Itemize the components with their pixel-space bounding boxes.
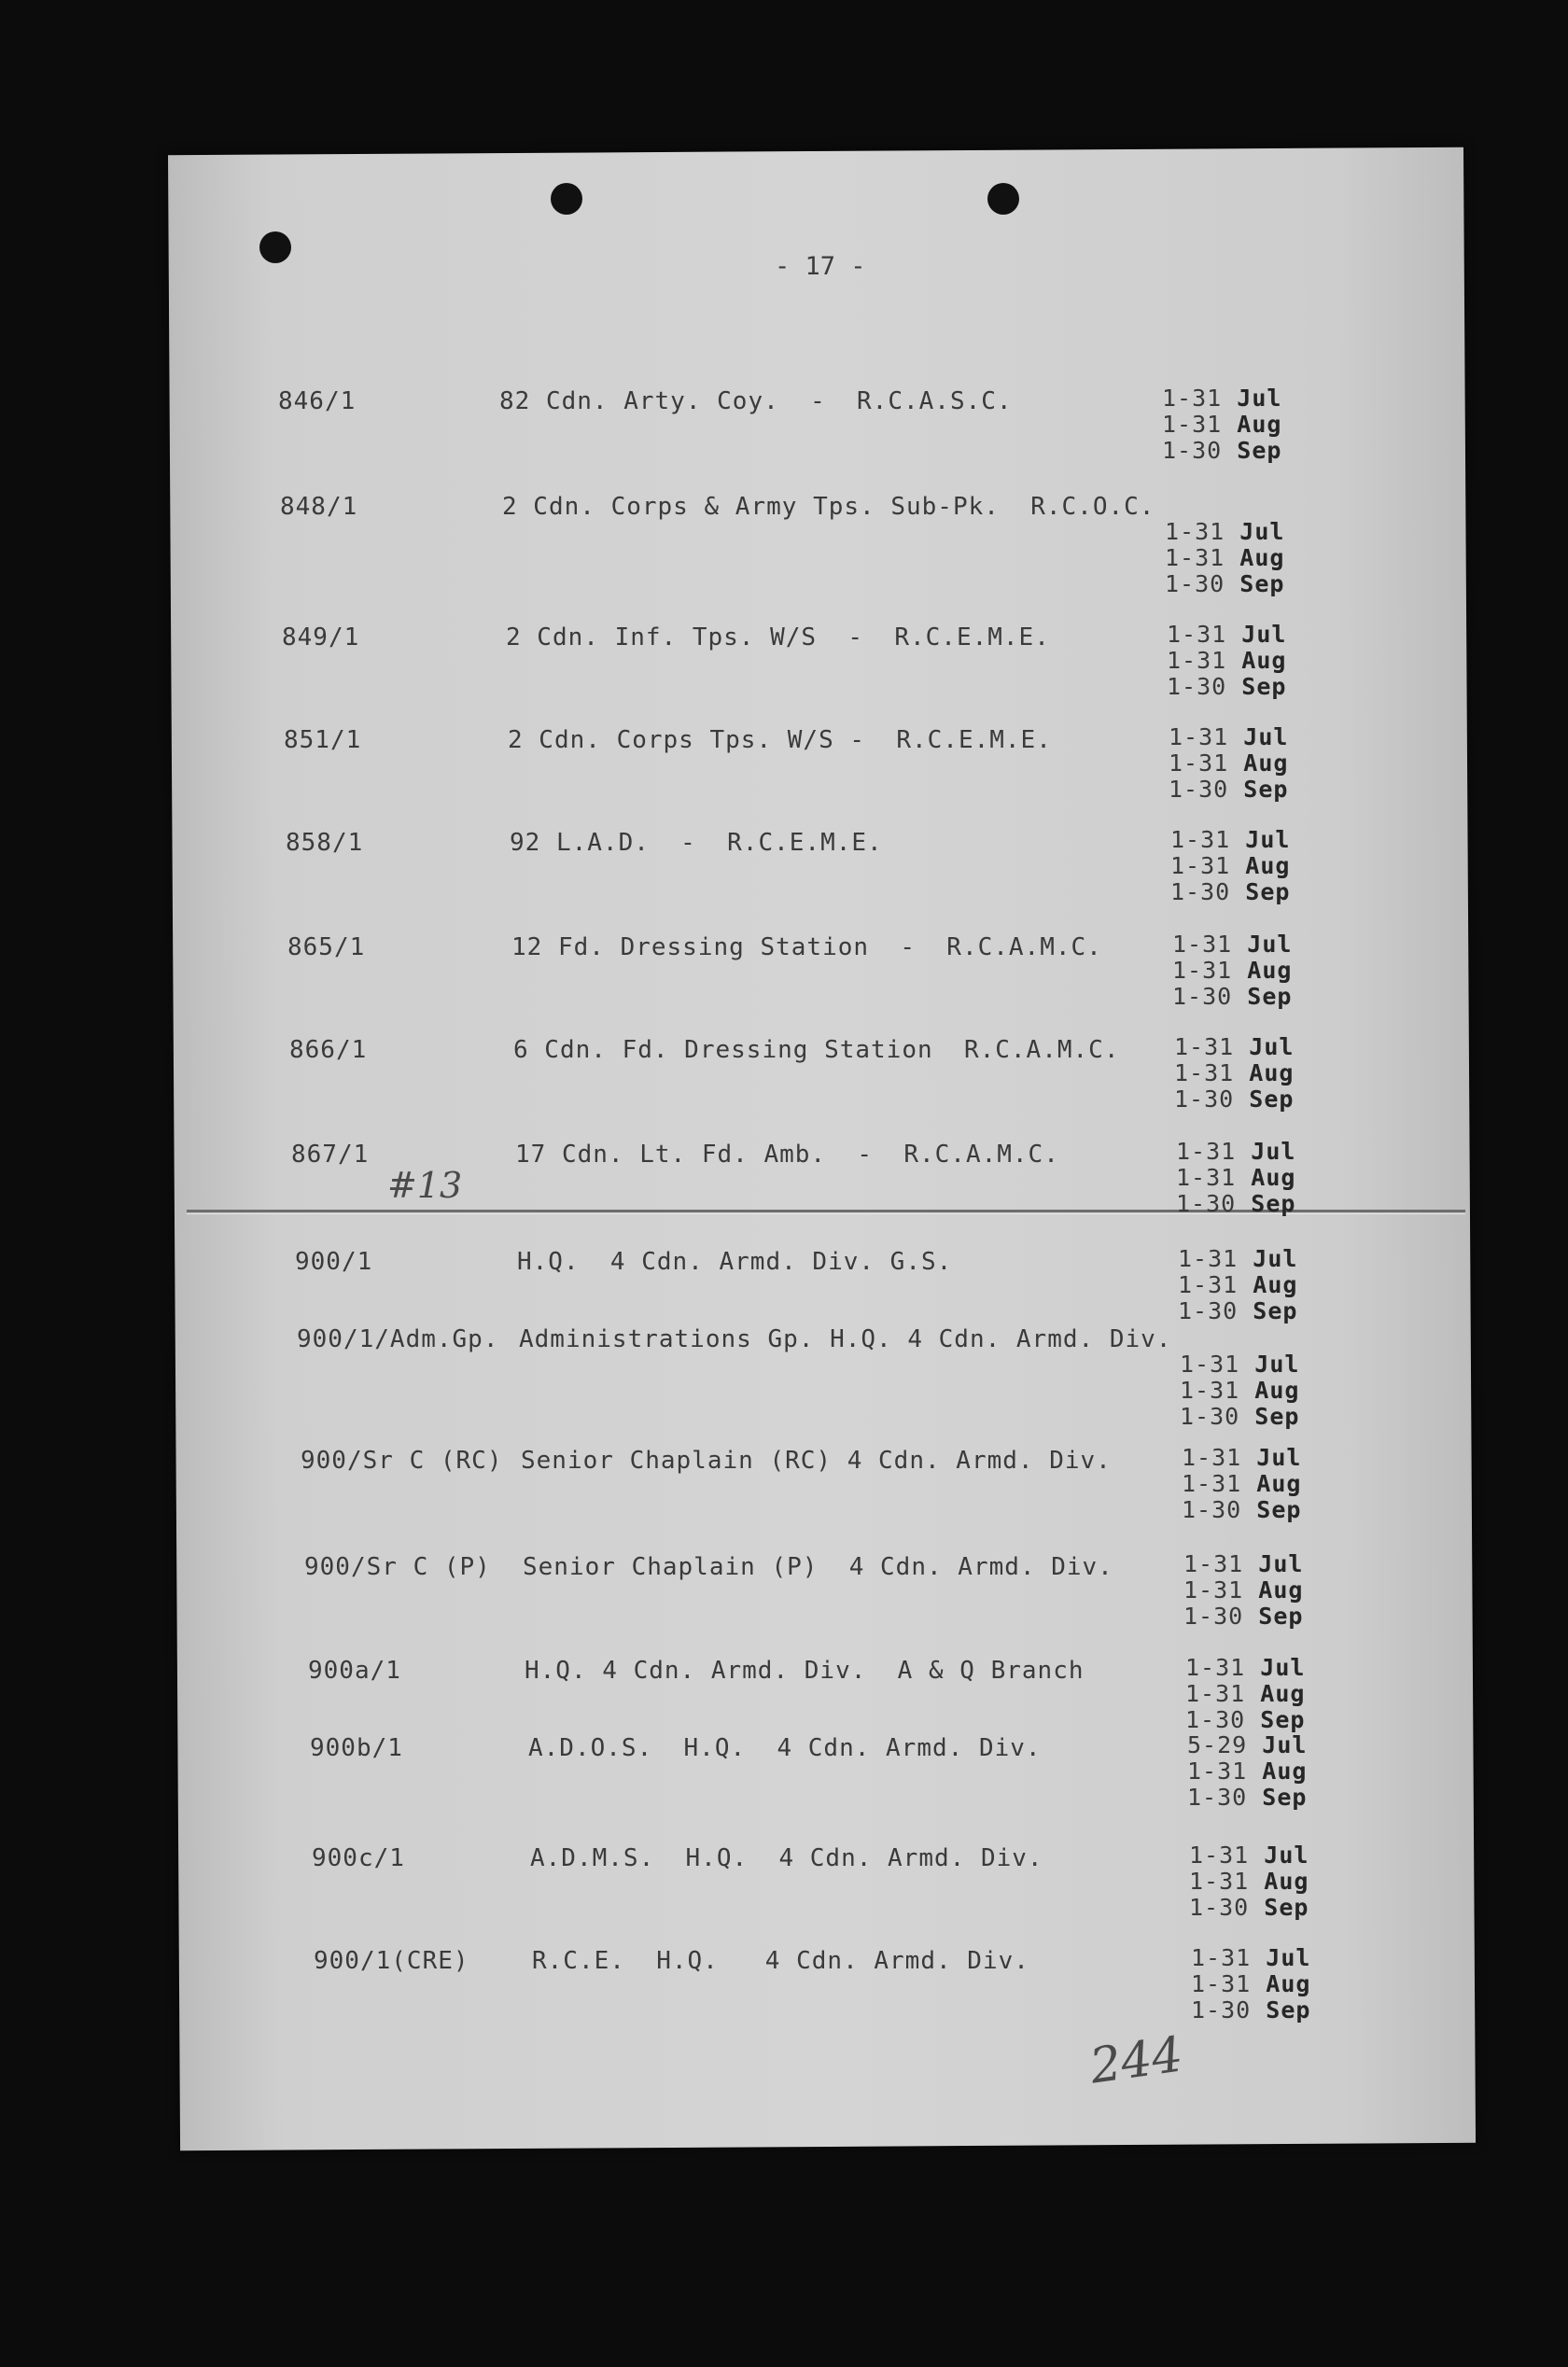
period-row: [1170, 879, 1290, 905]
period-month: Sep: [1258, 1603, 1304, 1630]
punch-hole-right: [987, 183, 1019, 215]
entry-code: 849/1: [282, 623, 360, 651]
period-month: Aug: [1254, 1377, 1300, 1404]
period-days: 1-31: [1167, 621, 1227, 648]
period-days: 1-31: [1191, 1944, 1252, 1971]
period-month: Aug: [1264, 1868, 1309, 1895]
period-month: Sep: [1243, 776, 1289, 803]
period-days: 1-30: [1169, 776, 1229, 803]
entry-periods: [1176, 1139, 1295, 1217]
entry-title: 2 Cdn. Corps & Army Tps. Sub-Pk. R.C.O.C.: [502, 493, 1155, 521]
period-month: Aug: [1241, 647, 1287, 674]
period-row: [1162, 412, 1281, 438]
entry-periods: [1162, 385, 1281, 464]
period-row: [1185, 1655, 1305, 1681]
entry-title: R.C.E. H.Q. 4 Cdn. Armd. Div.: [532, 1947, 1029, 1975]
period-row: [1182, 1471, 1301, 1497]
period-row: [1165, 571, 1284, 597]
entry-title: H.Q. 4 Cdn. Armd. Div. A & Q Branch: [525, 1657, 1085, 1685]
period-month: Sep: [1241, 673, 1287, 700]
period-row: [1174, 1060, 1294, 1086]
period-row: [1185, 1681, 1305, 1707]
entry-periods: [1169, 724, 1288, 803]
period-days: 1-30: [1162, 437, 1223, 464]
entry-title: 2 Cdn. Inf. Tps. W/S - R.C.E.M.E.: [506, 623, 1050, 651]
period-days: 1-31: [1189, 1868, 1250, 1895]
period-month: Aug: [1266, 1970, 1311, 1997]
entry-code: 900b/1: [310, 1734, 403, 1762]
period-days: 1-30: [1185, 1706, 1246, 1733]
period-row: [1191, 1945, 1310, 1971]
entry-periods: [1174, 1034, 1294, 1113]
period-month: Aug: [1260, 1680, 1306, 1707]
period-days: 5-29: [1187, 1731, 1248, 1758]
entry-title: Administrations Gp. H.Q. 4 Cdn. Armd. Div.: [519, 1325, 1172, 1353]
period-month: Jul: [1258, 1550, 1304, 1577]
period-row: [1191, 1997, 1310, 2024]
period-row: [1185, 1707, 1305, 1733]
period-month: Aug: [1243, 749, 1289, 777]
period-month: Aug: [1256, 1470, 1302, 1497]
page-number: - 17 -: [775, 252, 866, 281]
period-month: Sep: [1239, 570, 1285, 597]
period-days: 1-31: [1182, 1470, 1242, 1497]
entry-title: 17 Cdn. Lt. Fd. Amb. - R.C.A.M.C.: [515, 1141, 1059, 1169]
period-row: [1189, 1842, 1309, 1869]
period-row: [1162, 385, 1281, 412]
entry-periods: [1180, 1352, 1299, 1430]
period-days: 1-30: [1191, 1996, 1252, 2024]
period-days: 1-31: [1174, 1059, 1235, 1086]
period-month: Jul: [1243, 723, 1289, 750]
period-row: [1178, 1246, 1297, 1272]
period-row: [1167, 674, 1286, 700]
period-days: 1-30: [1172, 983, 1233, 1010]
period-days: 1-31: [1183, 1550, 1244, 1577]
period-row: [1191, 1971, 1310, 1997]
entry-title: 12 Fd. Dressing Station - R.C.A.M.C.: [511, 933, 1102, 961]
period-days: 1-31: [1183, 1576, 1244, 1604]
period-month: Aug: [1249, 1059, 1295, 1086]
period-days: 1-31: [1162, 411, 1223, 438]
entry-periods: [1185, 1655, 1305, 1733]
entry-title: 6 Cdn. Fd. Dressing Station R.C.A.M.C.: [513, 1036, 1120, 1064]
period-month: Sep: [1262, 1784, 1308, 1811]
period-row: [1183, 1604, 1303, 1630]
period-days: 1-30: [1180, 1403, 1240, 1430]
period-month: Jul: [1241, 621, 1287, 648]
period-row: [1178, 1298, 1297, 1324]
period-row: [1174, 1034, 1294, 1060]
period-row: [1189, 1895, 1309, 1921]
period-days: 1-30: [1178, 1297, 1239, 1324]
period-row: [1178, 1272, 1297, 1298]
entry-title: Senior Chaplain (RC) 4 Cdn. Armd. Div.: [521, 1447, 1112, 1475]
entry-periods: [1189, 1842, 1309, 1921]
entry-periods: [1178, 1246, 1297, 1324]
punch-hole-left: [259, 231, 291, 263]
entry-code: 900/1: [295, 1248, 373, 1276]
period-days: 1-31: [1162, 385, 1223, 412]
period-days: 1-31: [1167, 647, 1227, 674]
period-row: [1187, 1732, 1307, 1758]
period-month: Sep: [1245, 878, 1291, 905]
period-row: [1167, 622, 1286, 648]
entry-code: 900/Sr C (P): [304, 1553, 491, 1581]
period-month: Jul: [1266, 1944, 1311, 1971]
entry-title: 92 L.A.D. - R.C.E.M.E.: [510, 829, 883, 857]
period-month: Jul: [1254, 1351, 1300, 1378]
entry-title: 82 Cdn. Arty. Coy. - R.C.A.S.C.: [499, 387, 1013, 415]
period-month: Jul: [1253, 1245, 1298, 1272]
period-row: [1174, 1086, 1294, 1113]
entry-code: 900/1/Adm.Gp.: [297, 1325, 499, 1353]
period-month: Sep: [1264, 1894, 1309, 1921]
entry-code: 900/Sr C (RC): [301, 1447, 503, 1475]
period-month: Sep: [1237, 437, 1282, 464]
entry-code: 867/1: [291, 1141, 370, 1169]
entry-title: 2 Cdn. Corps Tps. W/S - R.C.E.M.E.: [508, 726, 1052, 754]
entry-title: A.D.O.S. H.Q. 4 Cdn. Armd. Div.: [528, 1734, 1042, 1762]
entry-periods: [1165, 519, 1284, 597]
entry-code: 846/1: [278, 387, 357, 415]
period-month: Jul: [1256, 1444, 1302, 1471]
period-month: Sep: [1260, 1706, 1306, 1733]
entry-code: 848/1: [280, 493, 358, 521]
period-days: 1-31: [1191, 1970, 1252, 1997]
period-days: 1-30: [1170, 878, 1231, 905]
period-days: 1-31: [1178, 1271, 1239, 1298]
period-row: [1172, 958, 1292, 984]
period-days: 1-31: [1185, 1654, 1246, 1681]
period-days: 1-31: [1169, 723, 1229, 750]
period-month: Jul: [1245, 826, 1291, 853]
entry-periods: [1182, 1445, 1301, 1523]
period-month: Aug: [1237, 411, 1282, 438]
entry-periods: [1187, 1732, 1307, 1811]
entry-code: 900a/1: [308, 1657, 401, 1685]
period-days: 1-31: [1178, 1245, 1239, 1272]
period-month: Jul: [1264, 1842, 1309, 1869]
period-days: 1-30: [1176, 1190, 1237, 1217]
period-row: [1183, 1551, 1303, 1577]
period-days: 1-30: [1189, 1894, 1250, 1921]
period-row: [1169, 777, 1288, 803]
period-month: Sep: [1256, 1496, 1302, 1523]
entry-code: 851/1: [284, 726, 362, 754]
period-row: [1187, 1758, 1307, 1785]
period-row: [1180, 1352, 1299, 1378]
period-row: [1169, 750, 1288, 777]
period-days: 1-30: [1187, 1784, 1248, 1811]
entry-periods: [1191, 1945, 1310, 2024]
period-row: [1169, 724, 1288, 750]
period-days: 1-30: [1167, 673, 1227, 700]
period-month: Aug: [1262, 1758, 1308, 1785]
period-row: [1162, 438, 1281, 464]
period-row: [1172, 984, 1292, 1010]
period-row: [1170, 853, 1290, 879]
period-month: Sep: [1254, 1403, 1300, 1430]
handwritten-folio-number: 244: [1086, 2026, 1186, 2095]
period-days: 1-31: [1172, 957, 1233, 984]
period-days: 1-31: [1172, 931, 1233, 958]
period-row: [1176, 1139, 1295, 1165]
period-days: 1-31: [1176, 1164, 1237, 1191]
period-row: [1176, 1191, 1295, 1217]
period-days: 1-31: [1189, 1842, 1250, 1869]
period-month: Sep: [1249, 1085, 1295, 1113]
period-days: 1-31: [1180, 1377, 1240, 1404]
period-row: [1182, 1497, 1301, 1523]
period-month: Aug: [1258, 1576, 1304, 1604]
period-days: 1-31: [1174, 1033, 1235, 1060]
period-days: 1-31: [1170, 826, 1231, 853]
entry-code: 858/1: [286, 829, 364, 857]
period-row: [1182, 1445, 1301, 1471]
entry-code: 900/1(CRE): [314, 1947, 469, 1975]
period-month: Jul: [1237, 385, 1282, 412]
period-row: [1180, 1404, 1299, 1430]
period-days: 1-31: [1182, 1444, 1242, 1471]
period-month: Aug: [1251, 1164, 1296, 1191]
entry-title: A.D.M.S. H.Q. 4 Cdn. Armd. Div.: [530, 1844, 1043, 1872]
period-days: 1-30: [1183, 1603, 1244, 1630]
entry-code: 866/1: [289, 1036, 368, 1064]
period-row: [1170, 827, 1290, 853]
period-row: [1183, 1577, 1303, 1604]
period-month: Sep: [1251, 1190, 1296, 1217]
period-days: 1-31: [1165, 544, 1225, 571]
entry-periods: [1183, 1551, 1303, 1630]
period-row: [1165, 545, 1284, 571]
period-month: Aug: [1247, 957, 1293, 984]
period-days: 1-31: [1185, 1680, 1246, 1707]
period-row: [1172, 931, 1292, 958]
period-row: [1187, 1785, 1307, 1811]
period-days: 1-31: [1165, 518, 1225, 545]
period-month: Aug: [1239, 544, 1285, 571]
period-row: [1176, 1165, 1295, 1191]
period-month: Aug: [1245, 852, 1291, 879]
entry-title: Senior Chaplain (P) 4 Cdn. Armd. Div.: [523, 1553, 1113, 1581]
period-month: Jul: [1262, 1731, 1308, 1758]
period-month: Aug: [1253, 1271, 1298, 1298]
period-days: 1-31: [1169, 749, 1229, 777]
entry-periods: [1172, 931, 1292, 1010]
period-month: Jul: [1251, 1138, 1296, 1165]
period-days: 1-30: [1182, 1496, 1242, 1523]
entry-code: 900c/1: [312, 1844, 405, 1872]
entry-periods: [1170, 827, 1290, 905]
period-month: Jul: [1260, 1654, 1306, 1681]
entry-code: 865/1: [287, 933, 366, 961]
period-month: Sep: [1247, 983, 1293, 1010]
period-month: Sep: [1253, 1297, 1298, 1324]
period-days: 1-30: [1165, 570, 1225, 597]
period-row: [1165, 519, 1284, 545]
punch-hole-middle: [551, 183, 582, 215]
period-days: 1-30: [1174, 1085, 1235, 1113]
handwritten-mark: #13: [387, 1165, 463, 1206]
period-month: Sep: [1266, 1996, 1311, 2024]
period-row: [1189, 1869, 1309, 1895]
entry-periods: [1167, 622, 1286, 700]
period-month: Jul: [1239, 518, 1285, 545]
period-row: [1180, 1378, 1299, 1404]
period-row: [1167, 648, 1286, 674]
period-days: 1-31: [1187, 1758, 1248, 1785]
entry-title: H.Q. 4 Cdn. Armd. Div. G.S.: [517, 1248, 953, 1276]
period-month: Jul: [1247, 931, 1293, 958]
period-days: 1-31: [1170, 852, 1231, 879]
period-month: Jul: [1249, 1033, 1295, 1060]
period-days: 1-31: [1176, 1138, 1237, 1165]
period-days: 1-31: [1180, 1351, 1240, 1378]
